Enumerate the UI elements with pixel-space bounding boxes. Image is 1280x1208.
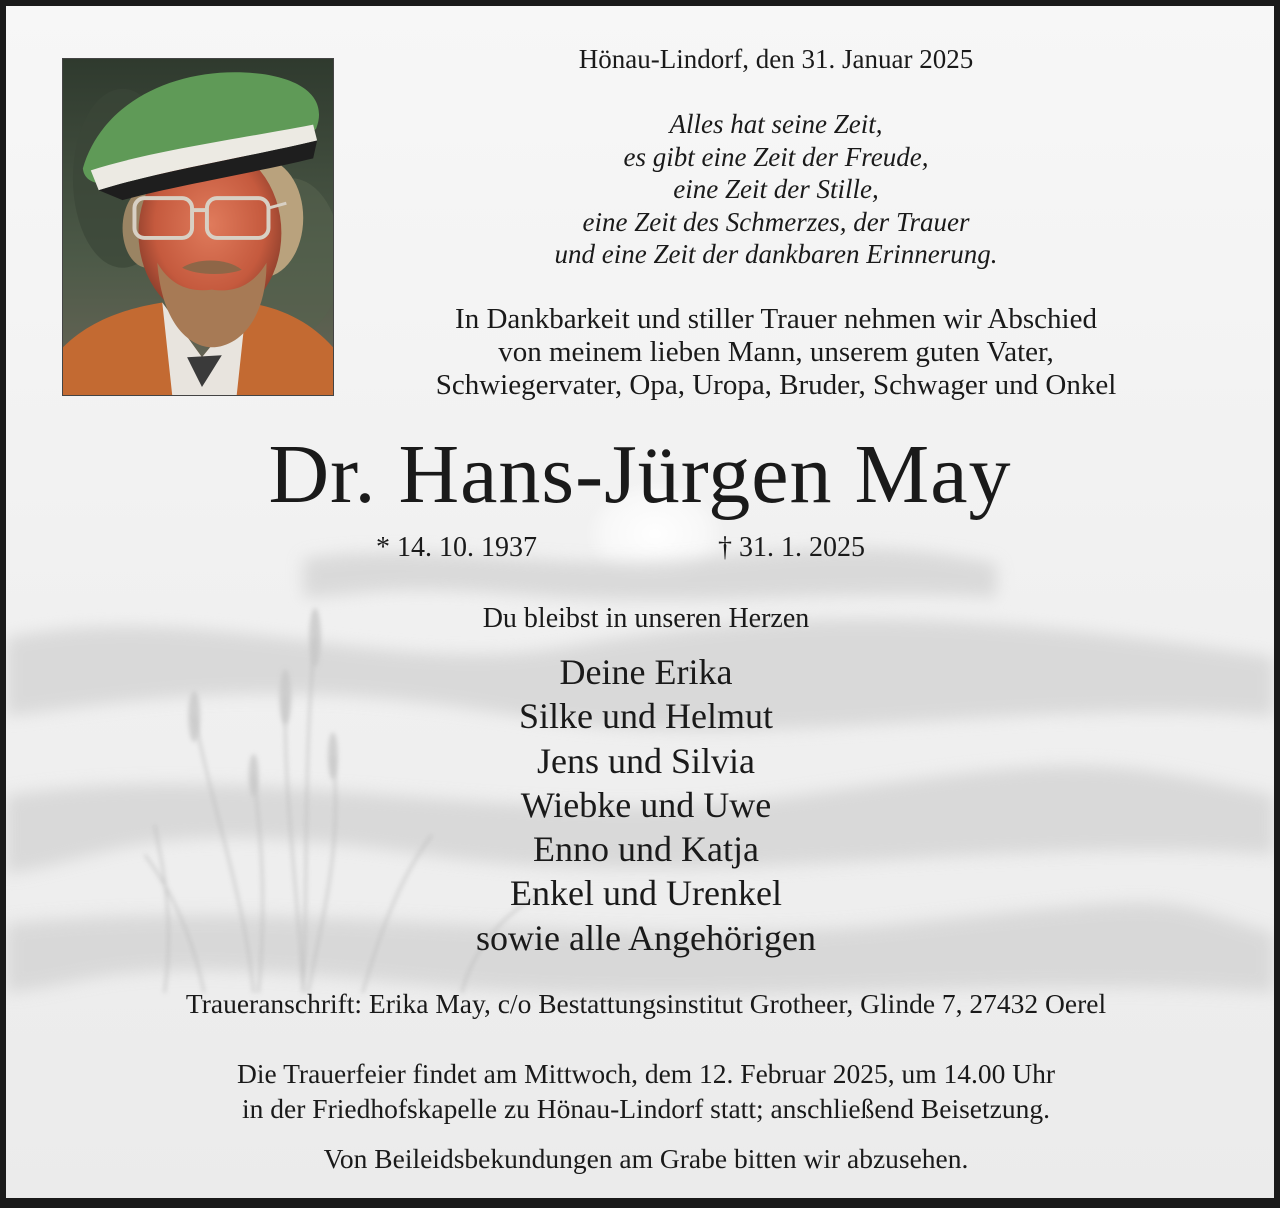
poem <box>346 111 1206 274</box>
poem-line: eine Zeit der Stille, <box>673 174 879 204</box>
portrait-photo <box>62 58 334 396</box>
mourner-line: Wiebke und Uwe <box>520 784 772 825</box>
motto: Du bleibst in unseren Herzen <box>482 603 810 634</box>
funeral-service-info <box>6 1060 1280 1130</box>
birth-date: * 14. 10. 1937 <box>376 532 537 563</box>
mourner-line: Enno und Katja <box>533 829 759 870</box>
mourner-line: Enkel und Urenkel <box>510 873 782 914</box>
condolence-note: Von Beileidsbekundungen am Grabe bitten wir abzusehen. <box>323 1143 969 1174</box>
poem-line: es gibt eine Zeit der Freude, <box>623 141 929 172</box>
farewell-line: von meinem lieben Mann, unserem guten Vater, <box>498 336 1054 368</box>
death-date: † 31. 1. 2025 <box>718 532 865 563</box>
mourner-line: Deine Erika <box>559 652 733 692</box>
mourner-line: sowie alle Angehörigen <box>476 917 816 958</box>
portrait-photo-icon <box>63 59 333 395</box>
service-line: Die Trauerfeier findet am Mittwoch, dem 12. Februar 2025, um 14.00 Uhr <box>237 1058 1055 1089</box>
farewell-line: In Dankbarkeit und stiller Trauer nehmen wir Abschied <box>455 303 1097 335</box>
mourner-line: Jens und Silvia <box>536 740 755 781</box>
poem-line: Alles hat seine Zeit, <box>669 109 883 139</box>
farewell-line: Schwiegervater, Opa, Uropa, Bruder, Schwager und Onkel <box>435 369 1117 401</box>
place-and-date: Hönau-Lindorf, den 31. Januar 2025 <box>578 44 974 74</box>
deceased-name: Dr. Hans-Jürgen May <box>268 428 1012 521</box>
poem-line: eine Zeit des Schmerzes, der Trauer <box>582 206 970 237</box>
mourner-line: Silke und Helmut <box>519 696 773 737</box>
poem-line: und eine Zeit der dankbaren Erinnerung. <box>554 239 998 269</box>
mourning-address: Traueranschrift: Erika May, c/o Bestattungsinstitut Grotheer, Glinde 7, 27432 Oerel <box>185 988 1107 1019</box>
farewell-text <box>346 305 1206 404</box>
service-line: in der Friedhofskapelle zu Hönau-Lindorf statt; anschließend Beisetzung. <box>242 1093 1050 1124</box>
mourners-list <box>6 654 1280 964</box>
